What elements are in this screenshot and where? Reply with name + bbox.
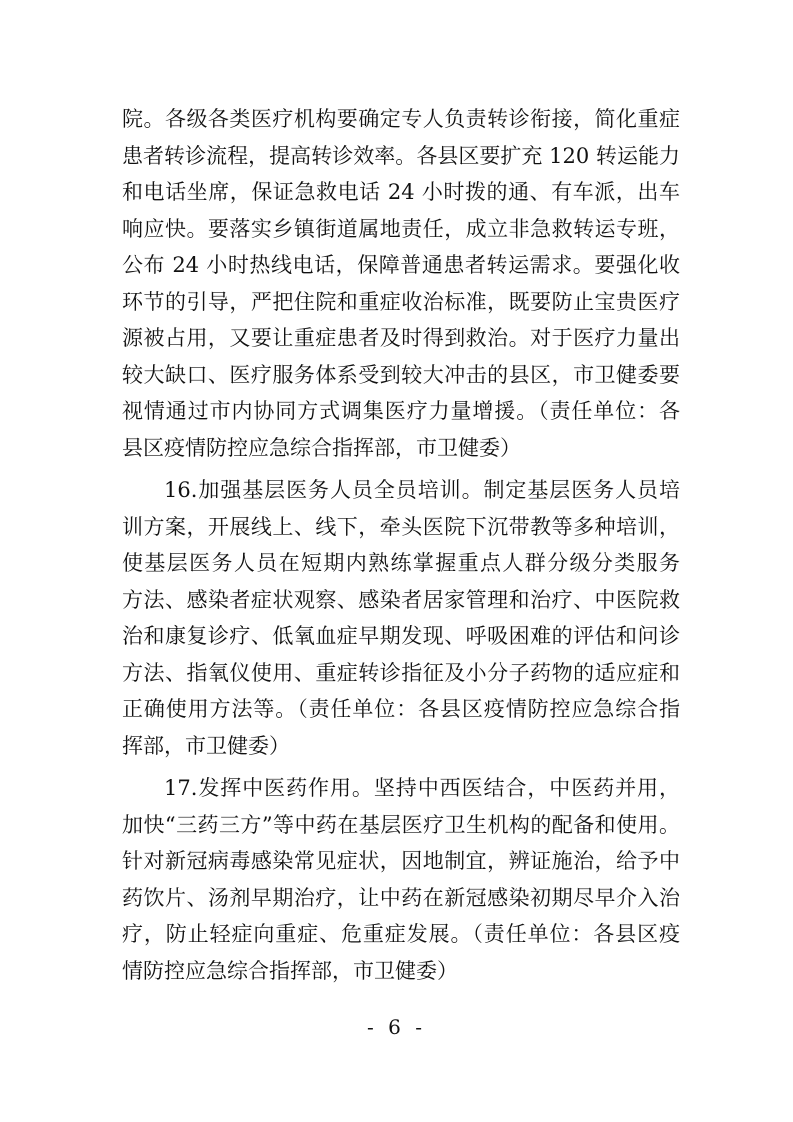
text-line: 使基层医务人员在短期内熟练掌握重点人群分级分类服务 xyxy=(122,551,680,575)
page-number: - 6 - xyxy=(367,1015,426,1039)
text-line: 方法、感染者症状观察、感染者居家管理和治疗、中医院救 xyxy=(122,587,680,612)
text-line: 挥部，市卫健委） xyxy=(122,733,290,758)
text-line: 训方案，开展线上、线下，牵头医院下沉带教等多种培训， xyxy=(122,514,680,539)
text-line: 加快“三药三方”等中药在基层医疗卫生机构的配备和使用。 xyxy=(122,812,680,837)
text-line: 针对新冠病毒感染常见症状，因地制宜，辨证施治，给予中 xyxy=(122,849,680,873)
text-line: 情防控应急综合指挥部，市卫健委） xyxy=(122,958,458,983)
text-line: 方法、指氧仪使用、重症转诊指征及小分子药物的适应症和 xyxy=(122,660,680,685)
text-line: 治和康复诊疗、低氧血症早期发现、呼吸困难的评估和问诊 xyxy=(122,624,680,648)
item-heading-line: 16.加强基层医务人员全员培训。制定基层医务人员培 xyxy=(164,478,680,502)
paragraph-item-16 xyxy=(122,472,680,764)
paragraph-item-17 xyxy=(122,770,680,989)
text-line: 较大缺口、医疗服务体系受到较大冲击的县区，市卫健委要 xyxy=(122,362,680,387)
text-line: 县区疫情防控应急综合指挥部，市卫健委） xyxy=(122,435,521,460)
text-line: 正确使用方法等。（责任单位：各县区疫情防控应急综合指 xyxy=(122,697,680,721)
text-line: 疗，防止轻症向重症、危重症发展。（责任单位：各县区疫 xyxy=(122,922,680,946)
text-line: 源被占用，又要让重症患者及时得到救治。对于医疗力量出 xyxy=(122,326,680,350)
text-line: 和电话坐席，保证急救电话 24 小时拨的通、有车派，出车 xyxy=(122,180,680,204)
text-line: 患者转诊流程，提高转诊效率。各县区要扩充 120 转运能力 xyxy=(122,143,680,168)
text-line: 视情通过市内协同方式调集医疗力量增援。（责任单位：各 xyxy=(122,399,680,423)
text-line: 院。各级各类医疗机构要确定专人负责转诊衔接，简化重症 xyxy=(122,107,680,131)
text-line: 药饮片、汤剂早期治疗，让中药在新冠感染初期尽早介入治 xyxy=(122,885,680,910)
text-line: 环节的引导，严把住院和重症收治标准，既要防止宝贵医疗 xyxy=(122,289,680,314)
text-line: 响应快。要落实乡镇街道属地责任，成立非急救转运专班， xyxy=(122,216,680,241)
paragraph-hospital-transfer xyxy=(122,101,680,466)
body-text xyxy=(122,101,680,995)
text-line: 公布 24 小时热线电话，保障普通患者转运需求。要强化收 xyxy=(122,253,680,277)
item-heading-line: 17.发挥中医药作用。坚持中西医结合，中医药并用， xyxy=(164,776,680,800)
